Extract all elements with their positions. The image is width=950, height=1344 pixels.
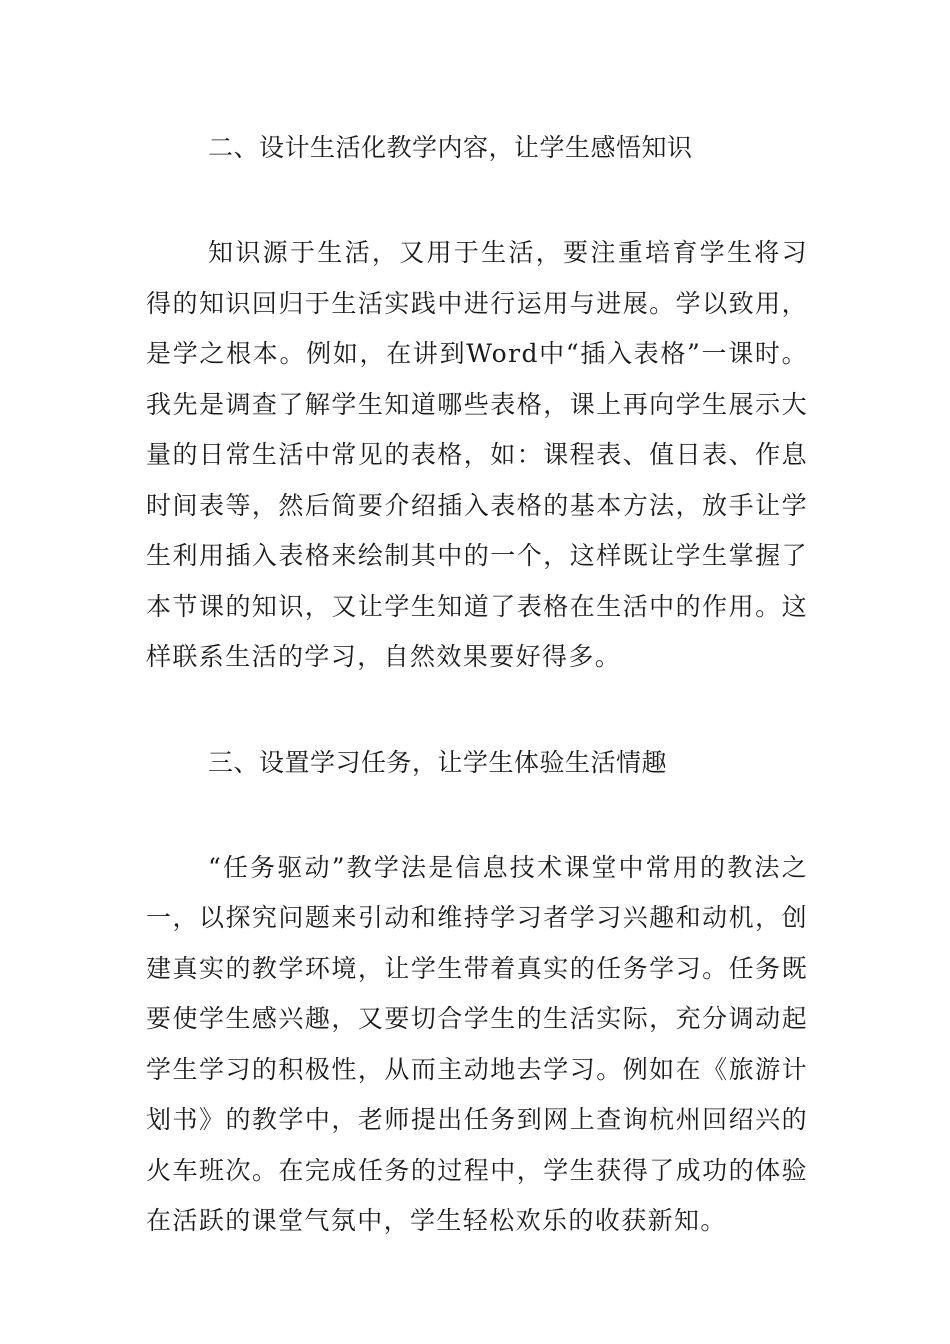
section-paragraph-3: “任务驱动”教学法是信息技术课堂中常用的教法之一，以探究问题来引动和维持学习者学习兴趣和动机，创建真实的教学环境，让学生带着真实的任务学习。任务既要使学生感兴趣，又要切合学生的生活实际，充分调动起学生学习的积极性，从而主动地去学习。例如在《旅游计划书》的教学中，老师提出任务到网上查询杭州回绍兴的火车班次。在完成任务的过程中，学生获得了成功的体验在活跃的课堂气氛中，学生轻松欢乐的收获新知。 (146, 852, 808, 1235)
document-page (146, 128, 808, 1247)
section-heading-2: 二、设计生活化教学内容，让学生感悟知识 (208, 133, 693, 162)
section-paragraph-2: 知识源于生活，又用于生活，要注重培育学生将习得的知识回归于生活实践中进行运用与进展。学以致用，是学之根本。例如，在讲到Word中“插入表格”一课时。我先是调查了解学生知道哪些表格，课上再向学生展示大量的日常生活中常见的表格，如：课程表、值日表、作息时间表等，然后简要介绍插入表格的基本方法，放手让学生利用插入表格来绘制其中的一个，这样既让学生掌握了本节课的知识，又让学生知道了表格在生活中的作用。这样联系生活的学习，自然效果要好得多。 (146, 238, 808, 671)
section-heading-3: 三、设置学习任务，让学生体验生活情趣 (208, 747, 668, 777)
